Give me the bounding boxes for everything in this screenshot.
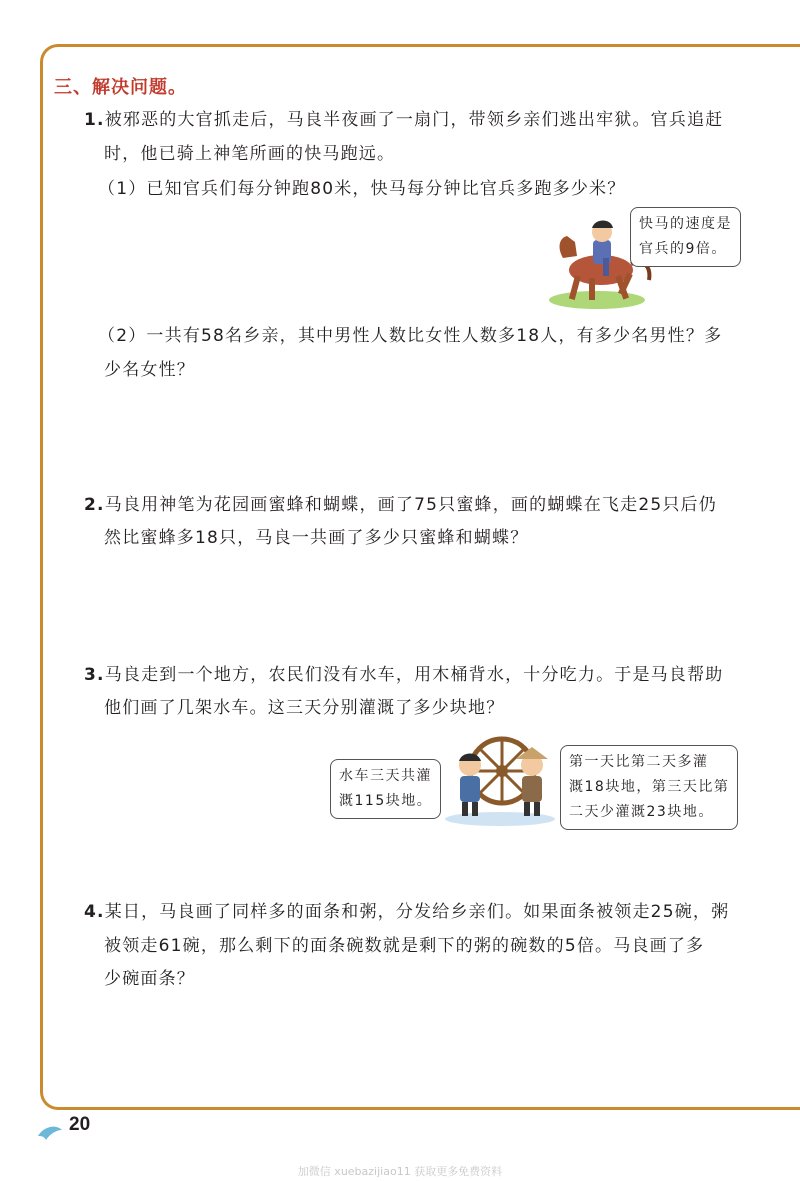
q3-number: 3. — [84, 665, 105, 685]
q4-number: 4. — [84, 902, 105, 922]
q2-line1: 2.马良用神笔为花园画蜜蜂和蝴蝶，画了75只蜜蜂，画的蝴蝶在飞走25只后仍 — [84, 495, 717, 515]
q3-speech-bubble-left: 水车三天共灌 溉115块地。 — [330, 759, 441, 819]
q1-line1: 1.被邪恶的大官抓走后，马良半夜画了一扇门，带领乡亲们逃出牢狱。官兵追赶 — [84, 110, 724, 130]
page-frame-edge — [760, 44, 800, 47]
waterwheel-farmers-illustration — [440, 735, 558, 827]
q1-speech-bubble: 快马的速度是 官兵的9倍。 — [630, 207, 741, 267]
section-title: 三、解决问题。 — [54, 77, 187, 98]
q4-line3: 少碗面条？ — [104, 969, 195, 989]
q1-sub2-line2: 少名女性？ — [104, 360, 195, 380]
q2-line2: 然比蜜蜂多18只，马良一共画了多少只蜜蜂和蝴蝶？ — [104, 528, 529, 548]
q4-line1: 4.某日，马良画了同样多的面条和粥，分发给乡亲们。如果面条被领走25碗，粥 — [84, 902, 730, 922]
q1-number: 1. — [84, 110, 105, 130]
q1-sub1: （1）已知官兵们每分钟跑80米，快马每分钟比官兵多跑多少米？ — [98, 179, 626, 199]
q3-speech-bubble-right: 第一天比第二天多灌 溉18块地，第三天比第 二天少灌溉23块地。 — [560, 745, 738, 830]
q1-line2: 时，他已骑上神笔所画的快马跑远。 — [104, 144, 396, 164]
page-number: 20 — [69, 1114, 91, 1135]
dolphin-icon — [36, 1122, 64, 1144]
watermark: 加微信 xuebazijiao11 获取更多免费资料 — [297, 1165, 503, 1178]
q2-number: 2. — [84, 495, 105, 515]
q1-sub2-line1: （2）一共有58名乡亲，其中男性人数比女性人数多18人，有多少名男性？多 — [98, 326, 723, 346]
q3-line2: 他们画了几架水车。这三天分别灌溉了多少块地？ — [104, 698, 505, 718]
q3-line1: 3.马良走到一个地方，农民们没有水车，用木桶背水，十分吃力。于是马良帮助 — [84, 665, 724, 685]
q4-line2: 被领走61碗，那么剩下的面条碗数就是剩下的粥的碗数的5倍。马良画了多 — [104, 936, 705, 956]
